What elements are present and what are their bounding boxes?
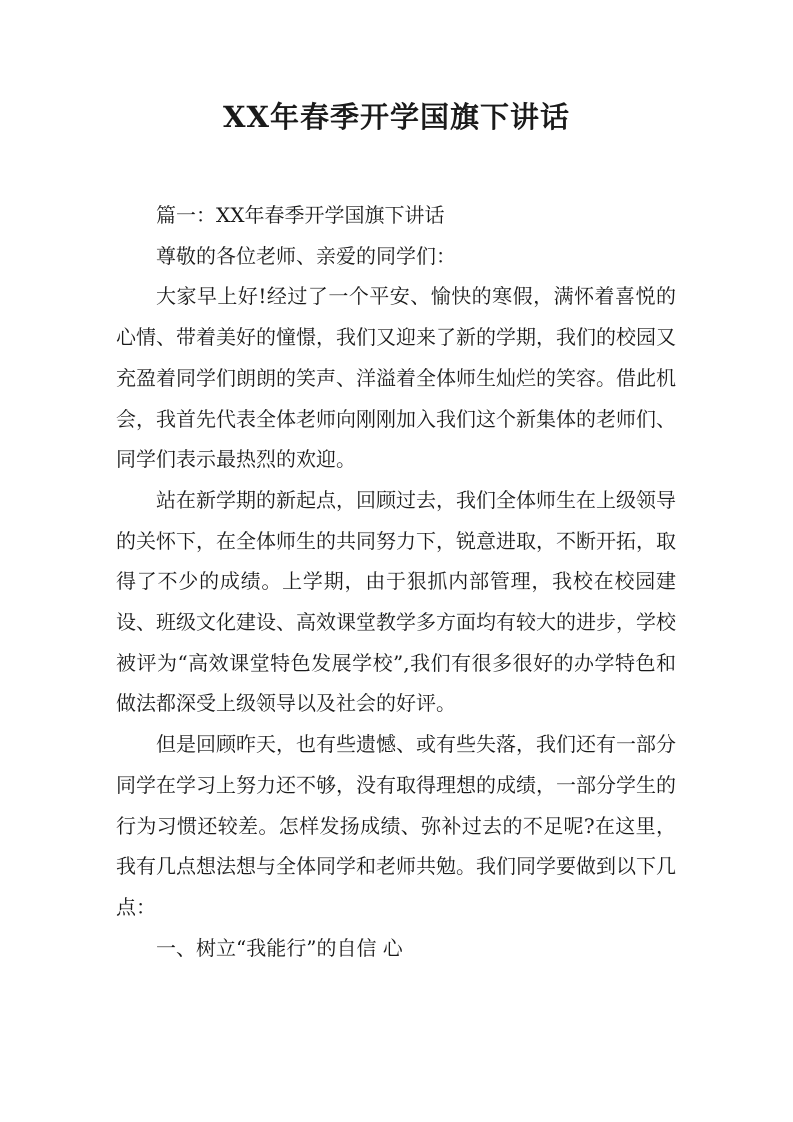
paragraph-review: 站在新学期的新起点，回顾过去，我们全体师生在上级领导的关怀下，在全体师生的共同努力下，锐意进取，不断开拓，取得了不少的成绩。上学期，由于狠抓内部管理，我校在校园建设、班级文化建设、高效课堂教学多方面均有较大的进步，学校被评为“高效课堂特色发展学校”,我们有很多很好的办学特色和做法都深受上级领导以及社会的好评。 — [116, 487, 676, 716]
document-body — [116, 195, 676, 968]
document-title: XX年春季开学国旗下讲话 — [222, 100, 570, 134]
paragraph-section-heading: 篇一：XX年春季开学国旗下讲话 — [156, 203, 445, 227]
paragraph-salutation: 尊敬的各位老师、亲爱的同学们： — [156, 243, 456, 268]
paragraph-shortcomings: 但是回顾昨天，也有些遗憾、或有些失落，我们还有一部分同学在学习上努力还不够，没有取得理想的成绩，一部分学生的行为习惯还较差。怎样发扬成绩、弥补过去的不足呢?在这里，我有几点想法想与全体同学和老师共勉。我们同学要做到以下几点： — [116, 732, 676, 919]
paragraph-point-one: 一、树立“我能行”的自信 心 — [156, 935, 403, 960]
paragraph-greeting: 大家早上好!经过了一个平安、愉快的寒假，满怀着喜悦的心情、带着美好的憧憬，我们又迎来了新的学期，我们的校园又充盈着同学们朗朗的笑声、洋溢着全体师生灿烂的笑容。借此机会，我首先代表全体老师向刚刚加入我们这个新集体的老师们、同学们表示最热烈的欢迎。 — [116, 284, 676, 472]
